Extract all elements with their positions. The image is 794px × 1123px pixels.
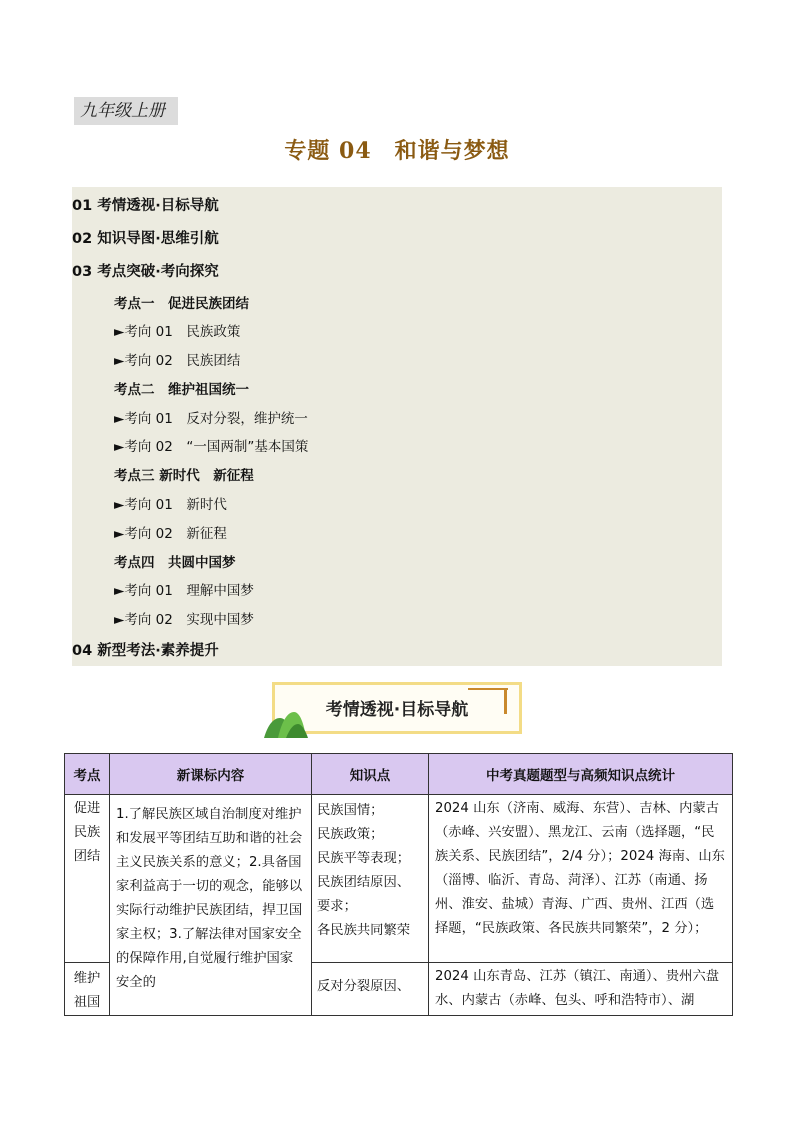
knowledge-item: 反对分裂原因、 xyxy=(317,979,411,994)
table-of-contents xyxy=(72,187,722,666)
header-topic: 考点 xyxy=(65,754,110,795)
header-standards: 新课标内容 xyxy=(110,754,312,795)
toc-point-2[interactable]: 考点二 维护祖国统一 xyxy=(114,382,249,398)
statistics-text: 2024 山东青岛、江苏（镇江、南通）、贵州六盘水、内蒙古（赤峰、包头、呼和浩特市）、湖 xyxy=(435,969,720,1008)
knowledge-item: 民族国情； xyxy=(317,803,384,818)
section-banner xyxy=(268,682,526,736)
header-statistics: 中考真题题型与高频知识点统计 xyxy=(429,754,733,795)
cell-standards xyxy=(110,795,312,1016)
toc-direction-4-2[interactable]: ►考向 02 实现中国梦 xyxy=(114,612,254,628)
toc-section-3[interactable]: 03 考点突破·考向探究 xyxy=(72,264,219,280)
standards-text: 1.了解民族区域自治制度对维护和发展平等团结互助和谐的社会主义民族关系的意义；2.具备国家利益高于一切的观念，能够以实际行动维护民族团结，捍卫国家主权；3.了解法律对国家安全的保障作用,自觉履行维护国家安全的 xyxy=(116,807,303,990)
toc-direction-1-2[interactable]: ►考向 02 民族团结 xyxy=(114,353,241,369)
cell-knowledge xyxy=(312,795,429,963)
toc-direction-4-1[interactable]: ►考向 01 理解中国梦 xyxy=(114,583,254,599)
toc-section-4[interactable]: 04 新型考法·素养提升 xyxy=(72,643,219,659)
toc-direction-2-2[interactable]: ►考向 02 “一国两制”基本国策 xyxy=(114,439,309,455)
toc-point-4[interactable]: 考点四 共圆中国梦 xyxy=(114,555,236,571)
document-title: 专题 04 和谐与梦想 xyxy=(284,138,510,164)
knowledge-item: 民族政策； xyxy=(317,827,384,842)
cell-topic: 促进民族团结 xyxy=(65,795,110,963)
toc-section-2[interactable]: 02 知识导图·思维引航 xyxy=(72,231,219,247)
toc-direction-2-1[interactable]: ►考向 01 反对分裂，维护统一 xyxy=(114,411,308,427)
banner-ornament xyxy=(468,688,508,690)
cell-knowledge xyxy=(312,963,429,1016)
table-header-row xyxy=(65,754,733,795)
knowledge-item: 民族平等表现； xyxy=(317,851,411,866)
toc-direction-3-1[interactable]: ►考向 01 新时代 xyxy=(114,497,227,513)
toc-direction-3-2[interactable]: ►考向 02 新征程 xyxy=(114,526,227,542)
toc-direction-1-1[interactable]: ►考向 01 民族政策 xyxy=(114,324,241,340)
exam-overview-table xyxy=(64,753,733,1016)
topic-text: 维护祖国 xyxy=(73,971,101,1010)
grade-tag: 九年级上册 xyxy=(74,97,178,125)
cell-topic xyxy=(65,963,110,1016)
cell-statistics: 2024 山东（济南、威海、东营）、吉林、内蒙古（赤峰、兴安盟）、黑龙江、云南（选择题，“民族关系、民族团结”，2/4 分）；2024 海南、山东（淄博、临沂、青岛、菏泽）、江苏（南通、扬州、淮安、盐城）青海、广西、贵州、江西（选择题，“民族政策、各民族共同繁荣”，2 分）； xyxy=(429,795,733,963)
knowledge-item: 各民族共同繁荣 xyxy=(317,923,411,938)
table-row xyxy=(65,795,733,963)
toc-point-1[interactable]: 考点一 促进民族团结 xyxy=(114,296,249,312)
cell-statistics xyxy=(429,963,733,1016)
banner-label: 考情透视·目标导航 xyxy=(325,700,469,720)
header-knowledge: 知识点 xyxy=(312,754,429,795)
knowledge-item: 民族团结原因、要求； xyxy=(317,875,411,914)
toc-section-1[interactable]: 01 考情透视·目标导航 xyxy=(72,198,219,214)
toc-point-3[interactable]: 考点三 新时代 新征程 xyxy=(114,468,254,484)
